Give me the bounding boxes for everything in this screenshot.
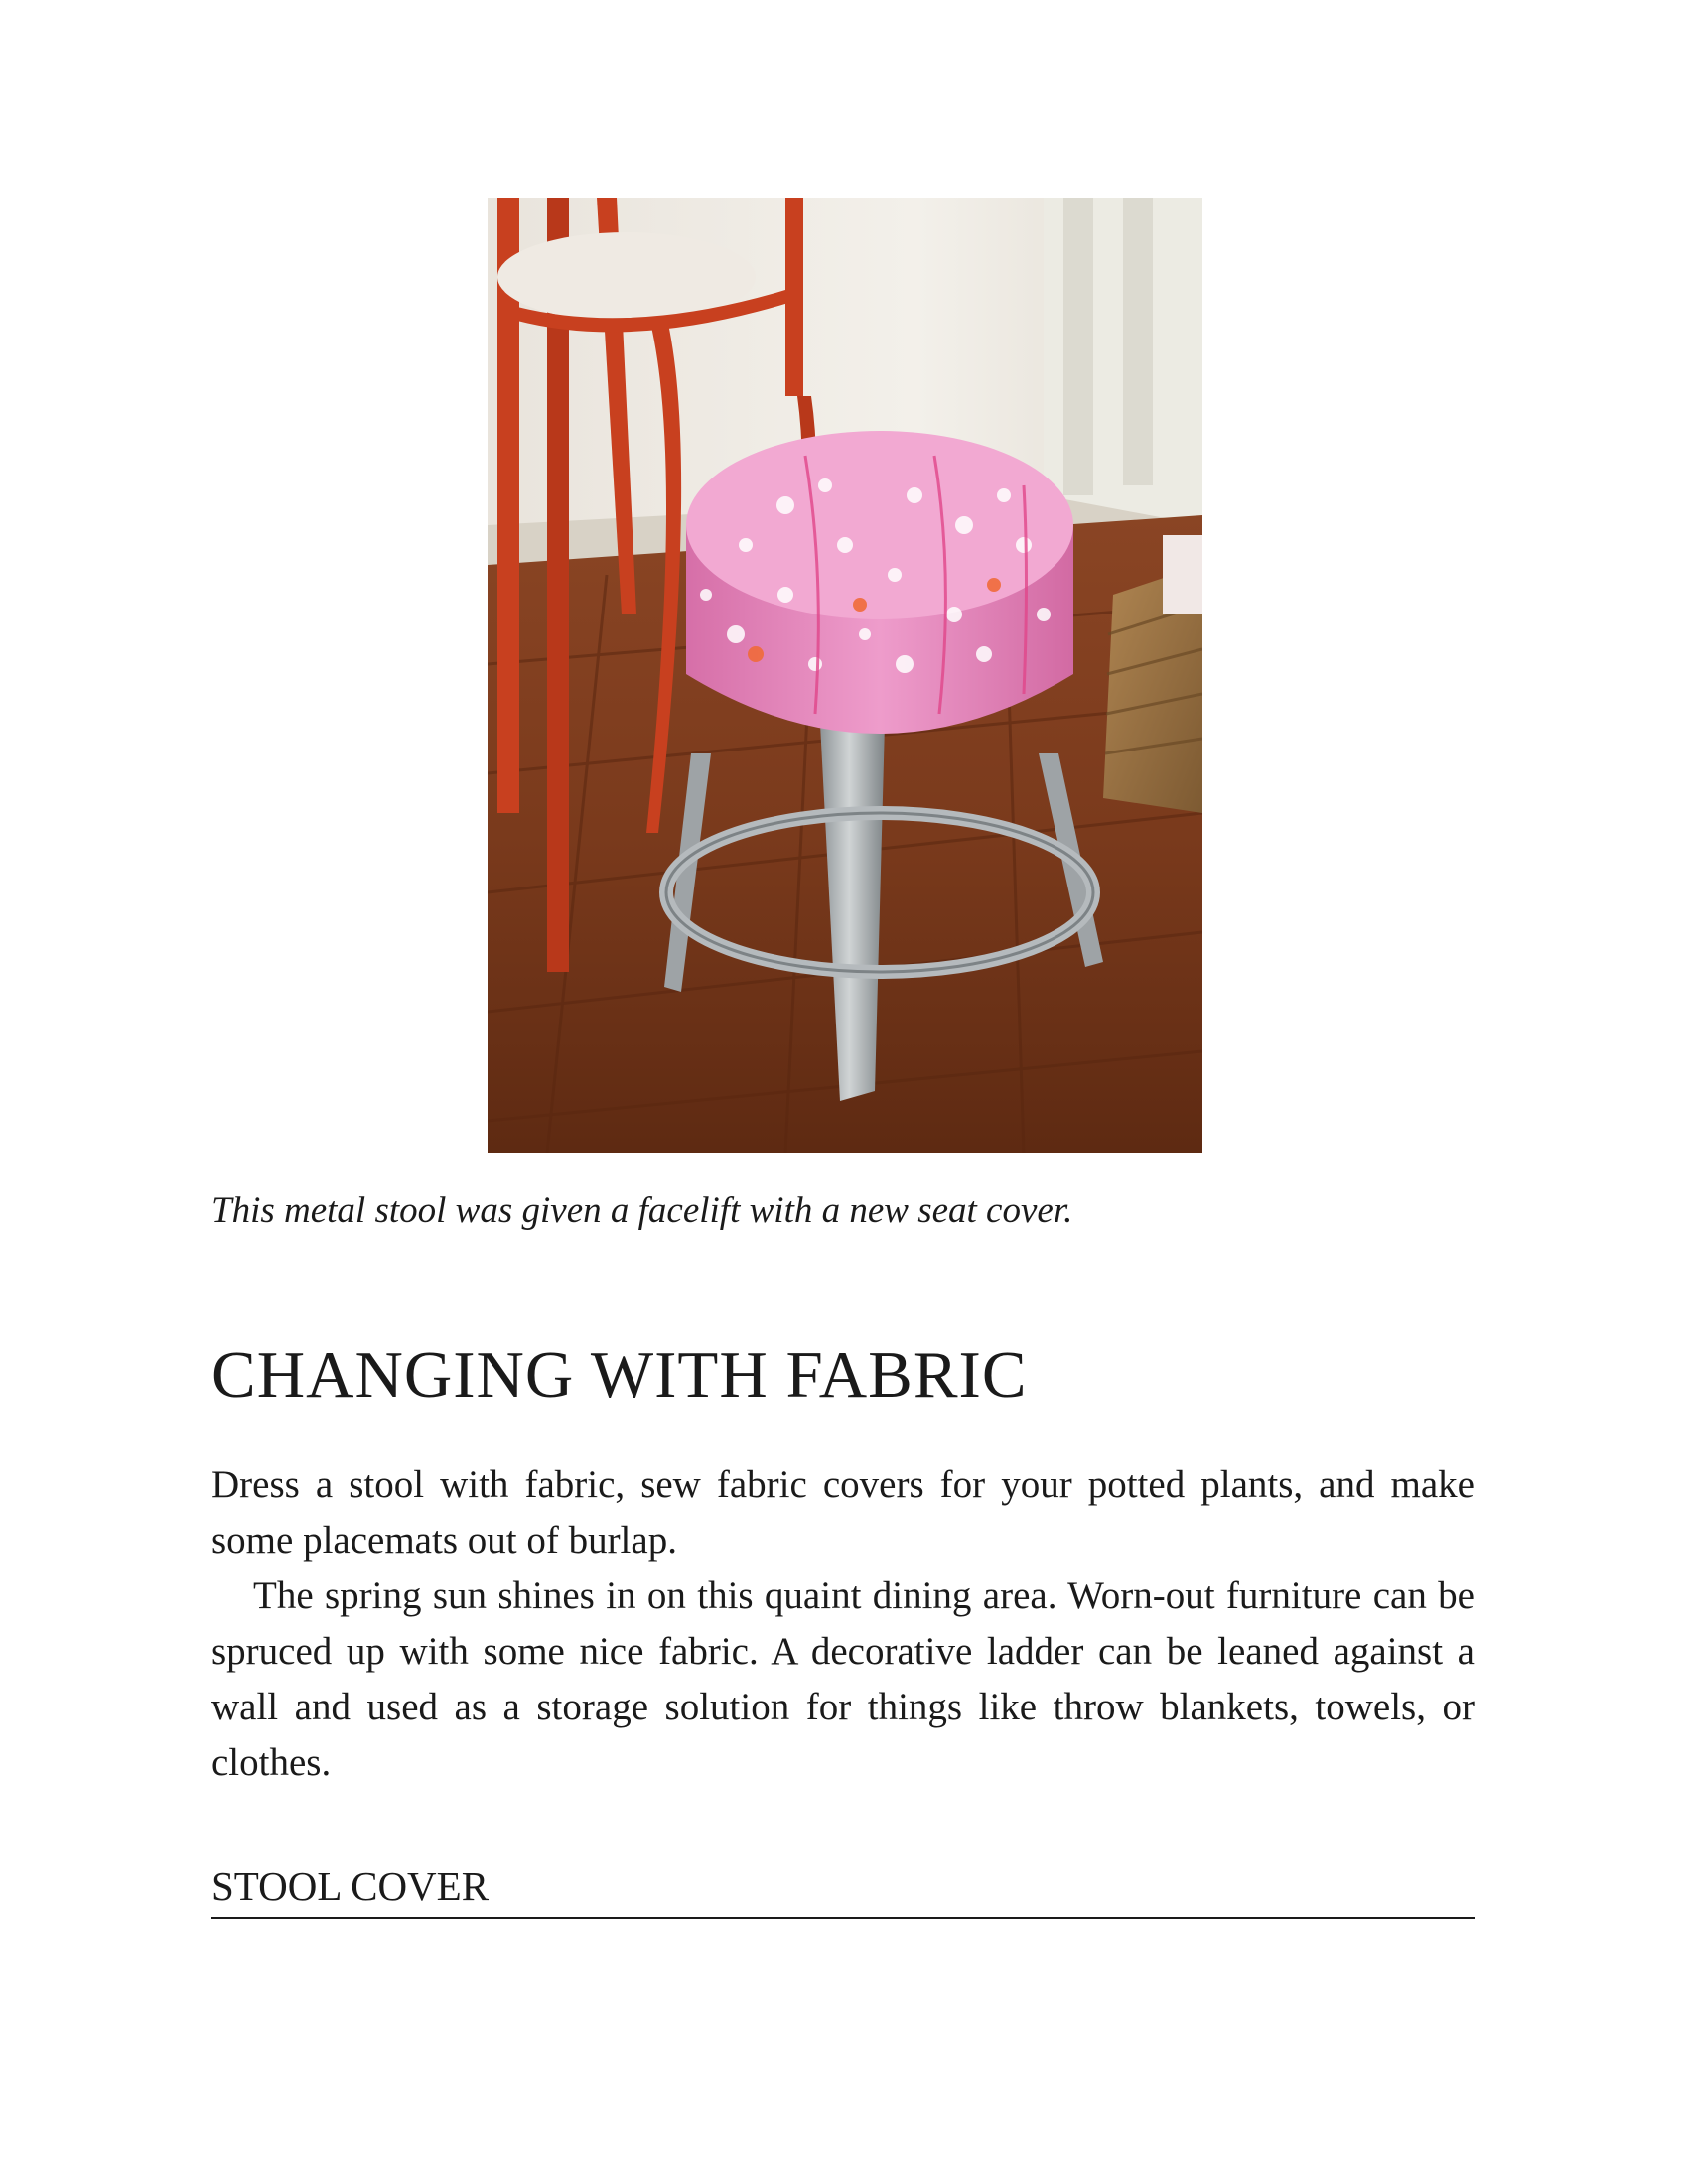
- subsection-heading: STOOL COVER: [211, 1862, 1475, 1919]
- body-text: [211, 1457, 1475, 1791]
- seat-cover: [686, 431, 1073, 734]
- body-paragraph-1: Dress a stool with fabric, sew fabric covers for your potted plants, and make some placemats out of burlap.: [211, 1463, 1475, 1562]
- stool-photo: [488, 198, 1202, 1153]
- body-paragraph-2: The spring sun shines in on this quaint dining area. Worn-out furniture can be spruced up with some nice fabric. A decorative ladder can be leaned against a wall and used as a storage solution for things like throw blankets, towels, or clothes.: [211, 1574, 1475, 1784]
- photo-caption: This metal stool was given a facelift with a new seat cover.: [211, 1190, 1073, 1231]
- stool-illustration: [488, 198, 1202, 1153]
- section-heading: CHANGING WITH FABRIC: [211, 1338, 1028, 1412]
